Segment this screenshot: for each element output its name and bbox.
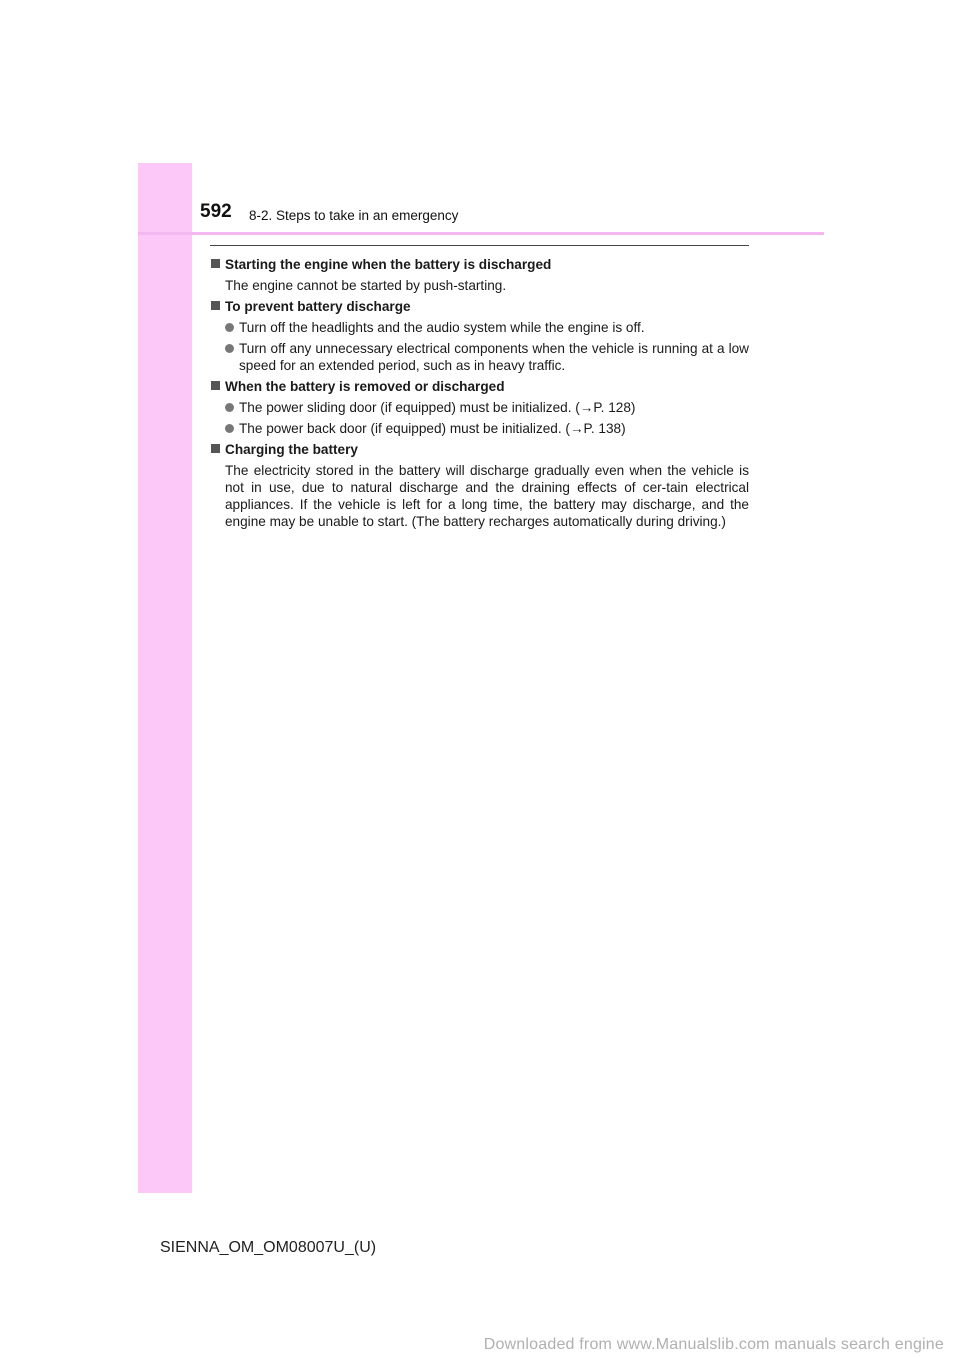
circle-bullet-icon [225,344,234,353]
list-item-text: The power back door (if equipped) must be initialized. (→P. 138) [239,421,626,436]
content [211,256,749,530]
list-item-text: Turn off the headlights and the audio system while the engine is off. [239,320,645,335]
square-bullet-icon [211,301,220,310]
heading-battery-removed [211,378,749,395]
list-item-text: Turn off any unnecessary electrical components when the vehicle is running at a low speed for an extended period, such as in heavy traffic. [239,341,749,373]
watermark: Downloaded from www.Manualslib.com manuals search engine [483,1336,944,1353]
heading-text: Charging the battery [225,442,358,457]
list-item [211,319,749,336]
heading-starting-engine [211,256,749,273]
side-band [138,163,192,1193]
square-bullet-icon [211,381,220,390]
page-number: 592 [200,201,232,222]
list-item [211,340,749,374]
heading-text: Starting the engine when the battery is discharged [225,257,552,272]
list-item-text: The power sliding door (if equipped) must be initialized. (→P. 128) [239,400,636,415]
footer-doc-id: SIENNA_OM_OM08007U_(U) [160,1239,377,1256]
circle-bullet-icon [225,403,234,412]
paragraph: The engine cannot be started by push-starting. [225,278,507,293]
paragraph: The electricity stored in the battery will discharge gradually even when the vehicle is not in use, due to natural discharge and the draining effects of cer-tain electrical appliances. If the vehicle is left for a long time, the battery may discharge, and the engine may be unable to start. (The battery recharges automatically during driving.) [225,463,749,529]
list-item [211,399,749,416]
square-bullet-icon [211,444,220,453]
heading-text: When the battery is removed or discharged [225,379,505,394]
heading-text: To prevent battery discharge [225,299,411,314]
content-rule [210,245,749,246]
section-title: 8-2. Steps to take in an emergency [249,208,459,223]
square-bullet-icon [211,259,220,268]
heading-charging-battery [211,441,749,458]
circle-bullet-icon [225,424,234,433]
header-rule [138,232,824,235]
circle-bullet-icon [225,323,234,332]
list-item [211,420,749,437]
heading-prevent-discharge [211,298,749,315]
